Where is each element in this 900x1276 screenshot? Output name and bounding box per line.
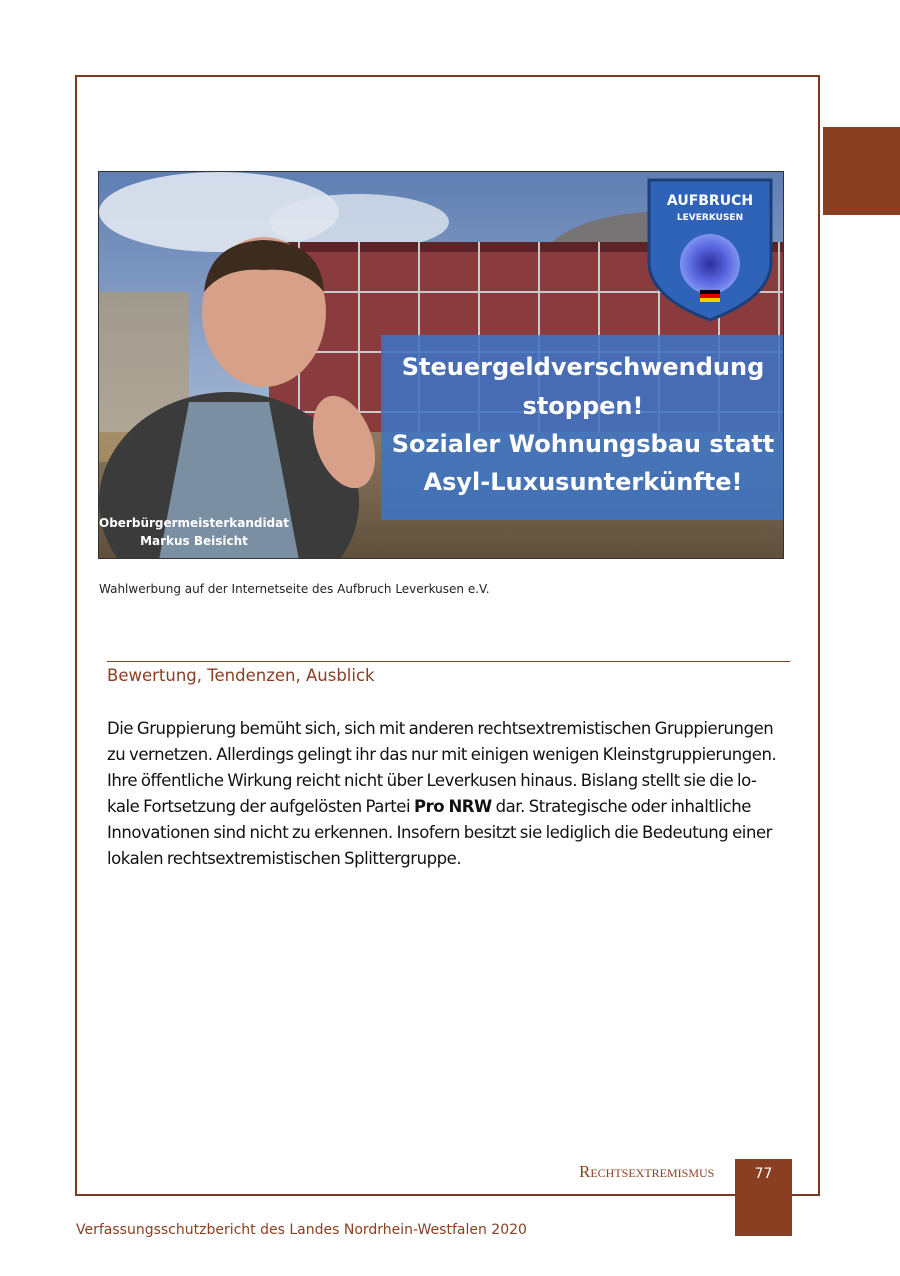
banner-line-2: stoppen! xyxy=(522,392,644,420)
image-caption: Wahlwerbung auf der Internetseite des Aufbruch Leverkusen e.V. xyxy=(99,582,490,596)
body-line: lokalen rechtsextremistischen Splittergruppe. xyxy=(107,849,462,868)
body-line xyxy=(107,794,797,820)
body-paragraph xyxy=(107,716,797,872)
party-name: Pro NRW xyxy=(413,797,492,816)
running-header: Rechtsextremismus xyxy=(579,1162,715,1181)
candidate-name: Markus Beisicht xyxy=(140,534,248,548)
logo-line-2: LEVERKUSEN xyxy=(676,213,744,223)
election-ad-image xyxy=(98,171,784,559)
banner-line-3: Sozialer Wohnungsbau statt xyxy=(391,430,775,458)
candidate-title: Oberbürgermeisterkandidat xyxy=(99,516,289,530)
logo-line-1: AUFBRUCH xyxy=(666,193,754,209)
body-line: zu vernetzen. Allerdings gelingt ihr das nur mit einigen wenigen Kleinstgruppierungen. xyxy=(107,745,777,764)
body-line: Die Gruppierung bemüht sich, sich mit anderen rechtsextremistischen Gruppierungen xyxy=(107,719,774,738)
footer-title: Verfassungsschutzbericht des Landes Nordrhein-Westfalen 2020 xyxy=(76,1222,527,1238)
section-divider xyxy=(107,661,790,662)
body-line: Ihre öffentliche Wirkung reicht nicht über Leverkusen hinaus. Bislang stellt sie die lo- xyxy=(107,771,757,790)
body-text-segment: dar. Strategische oder inhaltliche xyxy=(491,797,751,816)
banner-line-1: Steuergeldverschwendung xyxy=(401,353,765,381)
page-number-box xyxy=(735,1159,792,1236)
body-line: Innovationen sind nicht zu erkennen. Insofern besitzt sie lediglich die Bedeutung einer xyxy=(107,823,772,842)
chapter-tab xyxy=(823,127,900,215)
banner-line-4: Asyl-Luxusunterkünfte! xyxy=(423,468,743,496)
page-number: 77 xyxy=(754,1166,773,1182)
section-heading: Bewertung, Tendenzen, Ausblick xyxy=(107,666,375,685)
body-text-segment: kale Fortsetzung der aufgelösten Partei xyxy=(107,797,414,816)
